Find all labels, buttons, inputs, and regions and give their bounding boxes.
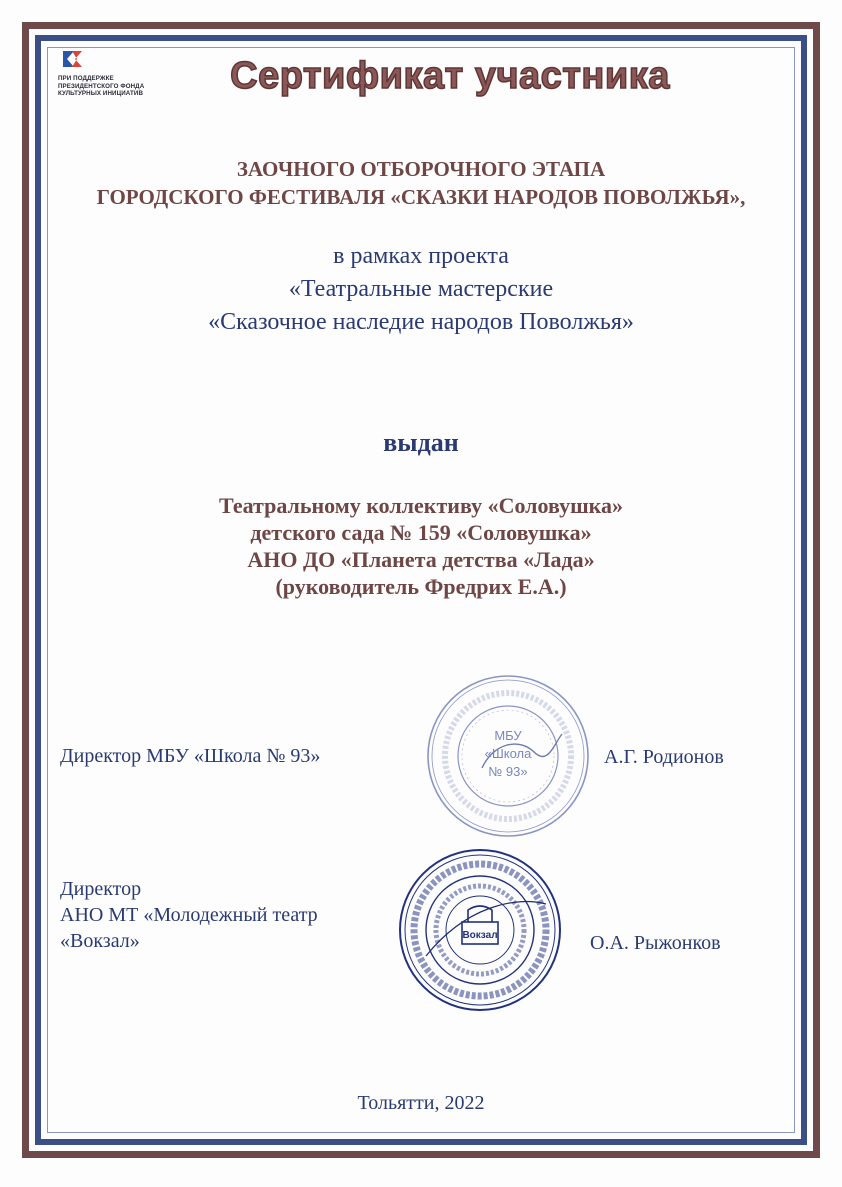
- project-line: «Театральные мастерские: [288, 276, 554, 302]
- stamp-text: «Школа: [484, 746, 532, 761]
- signatory-title-line: АНО МТ «Молодежный театр: [60, 904, 318, 926]
- signatory-1-name: А.Г. Родионов: [604, 746, 724, 768]
- project-line: «Сказочное наследие народов Поволжья»: [208, 309, 634, 335]
- signatory-title-line: «Вокзал»: [60, 930, 140, 952]
- school-stamp: [424, 672, 592, 840]
- recipient-block: [50, 492, 792, 600]
- logo-caption-line: ПРИ ПОДДЕРЖКЕ: [58, 75, 114, 82]
- stamp-text: МБУ: [494, 728, 522, 743]
- logo-caption-line: КУЛЬТУРНЫХ ИНИЦИАТИВ: [58, 90, 144, 97]
- city-year: Тольятти, 2022: [357, 1092, 485, 1114]
- stamp-text: № 93»: [488, 764, 528, 779]
- certificate-title: Сертификат участника: [230, 55, 670, 97]
- signatory-1-title: [60, 743, 320, 769]
- project-line: в рамках проекта: [333, 243, 509, 269]
- recipient-line: детского сада № 159 «Соловушка»: [250, 520, 592, 545]
- project-block: [50, 240, 792, 339]
- recipient-line: Театральному коллективу «Соловушка»: [218, 493, 624, 518]
- logo-caption-line: ПРЕЗИДЕНТСКОГО ФОНДА: [58, 82, 145, 90]
- signatory-2-name: О.А. Рыжонков: [590, 932, 721, 954]
- theatre-stamp: [396, 846, 564, 1014]
- signatory-2-title: [60, 876, 318, 954]
- stage-heading: [50, 155, 792, 211]
- stage-line: ЗАОЧНОГО ОТБОРОЧНОГО ЭТАПА: [236, 157, 606, 181]
- recipient-line: (руководитель Фредрих Е.А.): [275, 574, 567, 599]
- stage-line: ГОРОДСКОГО ФЕСТИВАЛЯ «СКАЗКИ НАРОДОВ ПОВОЛЖЬЯ»,: [96, 185, 746, 209]
- signatory-title-line: Директор МБУ «Школа № 93»: [60, 745, 321, 767]
- issued-label: выдан: [383, 428, 459, 457]
- stamp-text: Вокзал: [462, 930, 498, 941]
- recipient-line: АНО ДО «Планета детства «Лада»: [247, 547, 595, 572]
- signatory-title-line: Директор: [60, 878, 142, 900]
